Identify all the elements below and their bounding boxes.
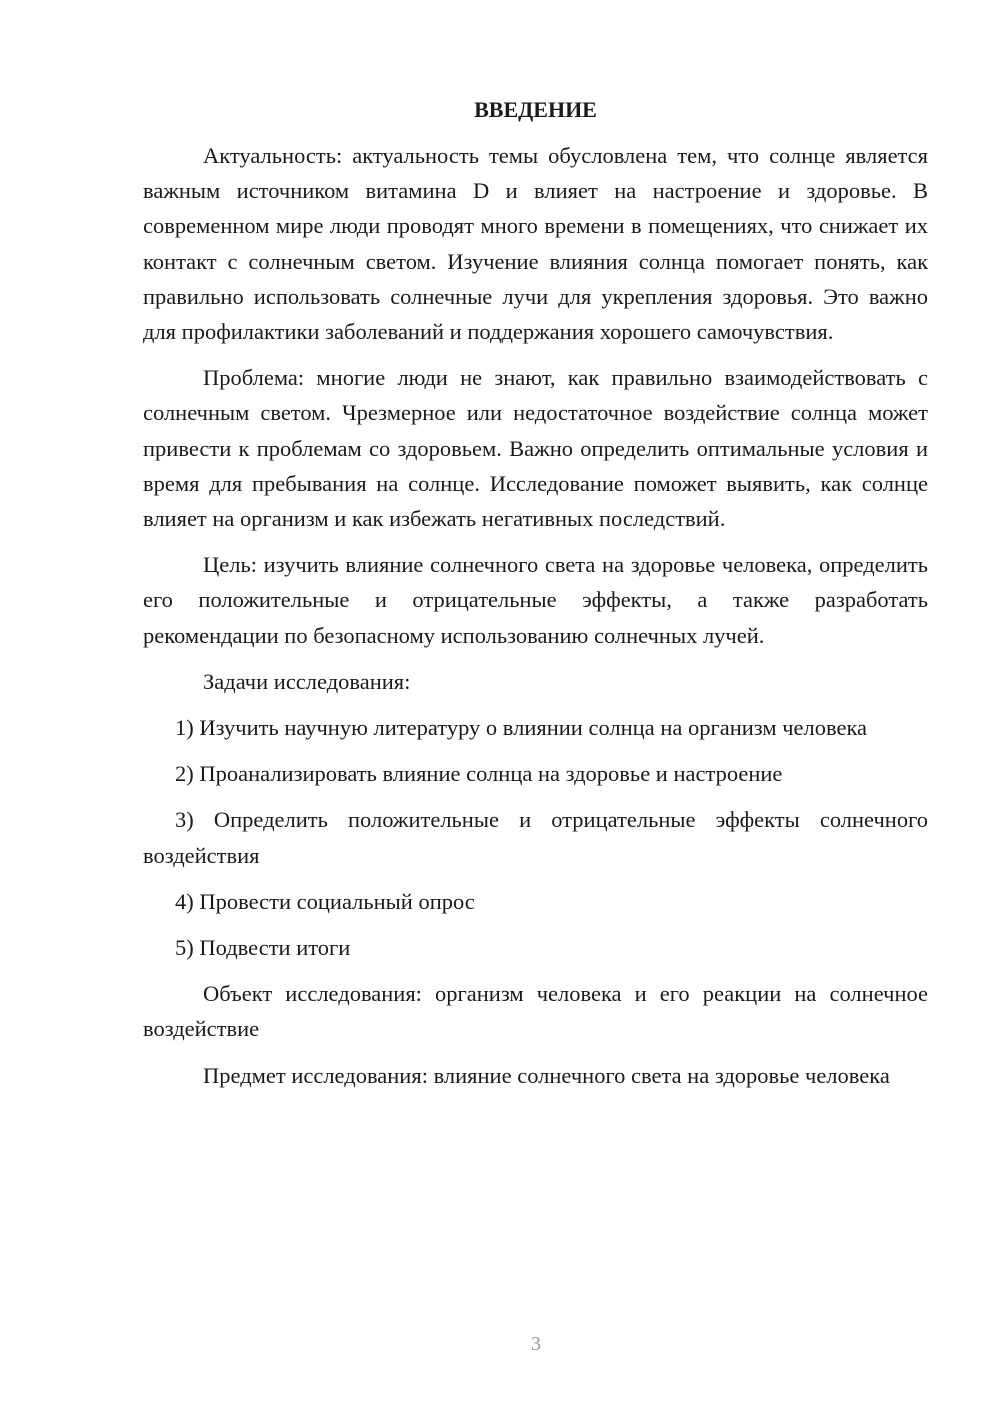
document-page [143, 92, 928, 1093]
page-number: 3 [531, 1333, 541, 1355]
section-heading: ВВЕДЕНИЕ [474, 97, 597, 122]
task-item-1: 1) Изучить научную литературу о влиянии солнца на организм человека [175, 715, 868, 741]
goal-paragraph: Цель: изучить влияние солнечного света на здоровье человека, определить его положительные и отрицательные эффекты, а также разработать рекомендации по безопасному использованию солнечных лучей. [143, 552, 928, 648]
task-item-4: 4) Провести социальный опрос [175, 888, 475, 914]
problem-paragraph: Проблема: многие люди не знают, как правильно взаимодействовать с солнечным светом. Чрезмерное или недостаточное воздействие солнца может привести к проблемам со здоровьем. Важно определить оптимальные условия и время для пребывания на солнце. Исследование поможет выявить, как солнце влияет на организм и как избежать негативных последствий. [143, 365, 928, 532]
research-object-paragraph: Объект исследования: организм человека и его реакции на солнечное воздействие [143, 981, 928, 1042]
task-item-3: 3) Определить положительные и отрицательные эффекты солнечного воздействия [143, 807, 928, 868]
task-item-5: 5) Подвести итоги [175, 935, 351, 961]
tasks-title: Задачи исследования: [203, 668, 411, 694]
relevance-paragraph: Актуальность: актуальность темы обусловлена тем, что солнце является важным источником витамина D и влияет на настроение и здоровье. В современном мире люди проводят много времени в помещениях, что снижает их контакт с солнечным светом. Изучение влияния солнца помогает понять, как правильно использовать солнечные лучи для укрепления здоровья. Это важно для профилактики заболеваний и поддержания хорошего самочувствия. [143, 143, 928, 345]
research-subject-paragraph: Предмет исследования: влияние солнечного света на здоровье человека [203, 1062, 890, 1088]
task-item-2: 2) Проанализировать влияние солнца на здоровье и настроение [175, 761, 783, 787]
